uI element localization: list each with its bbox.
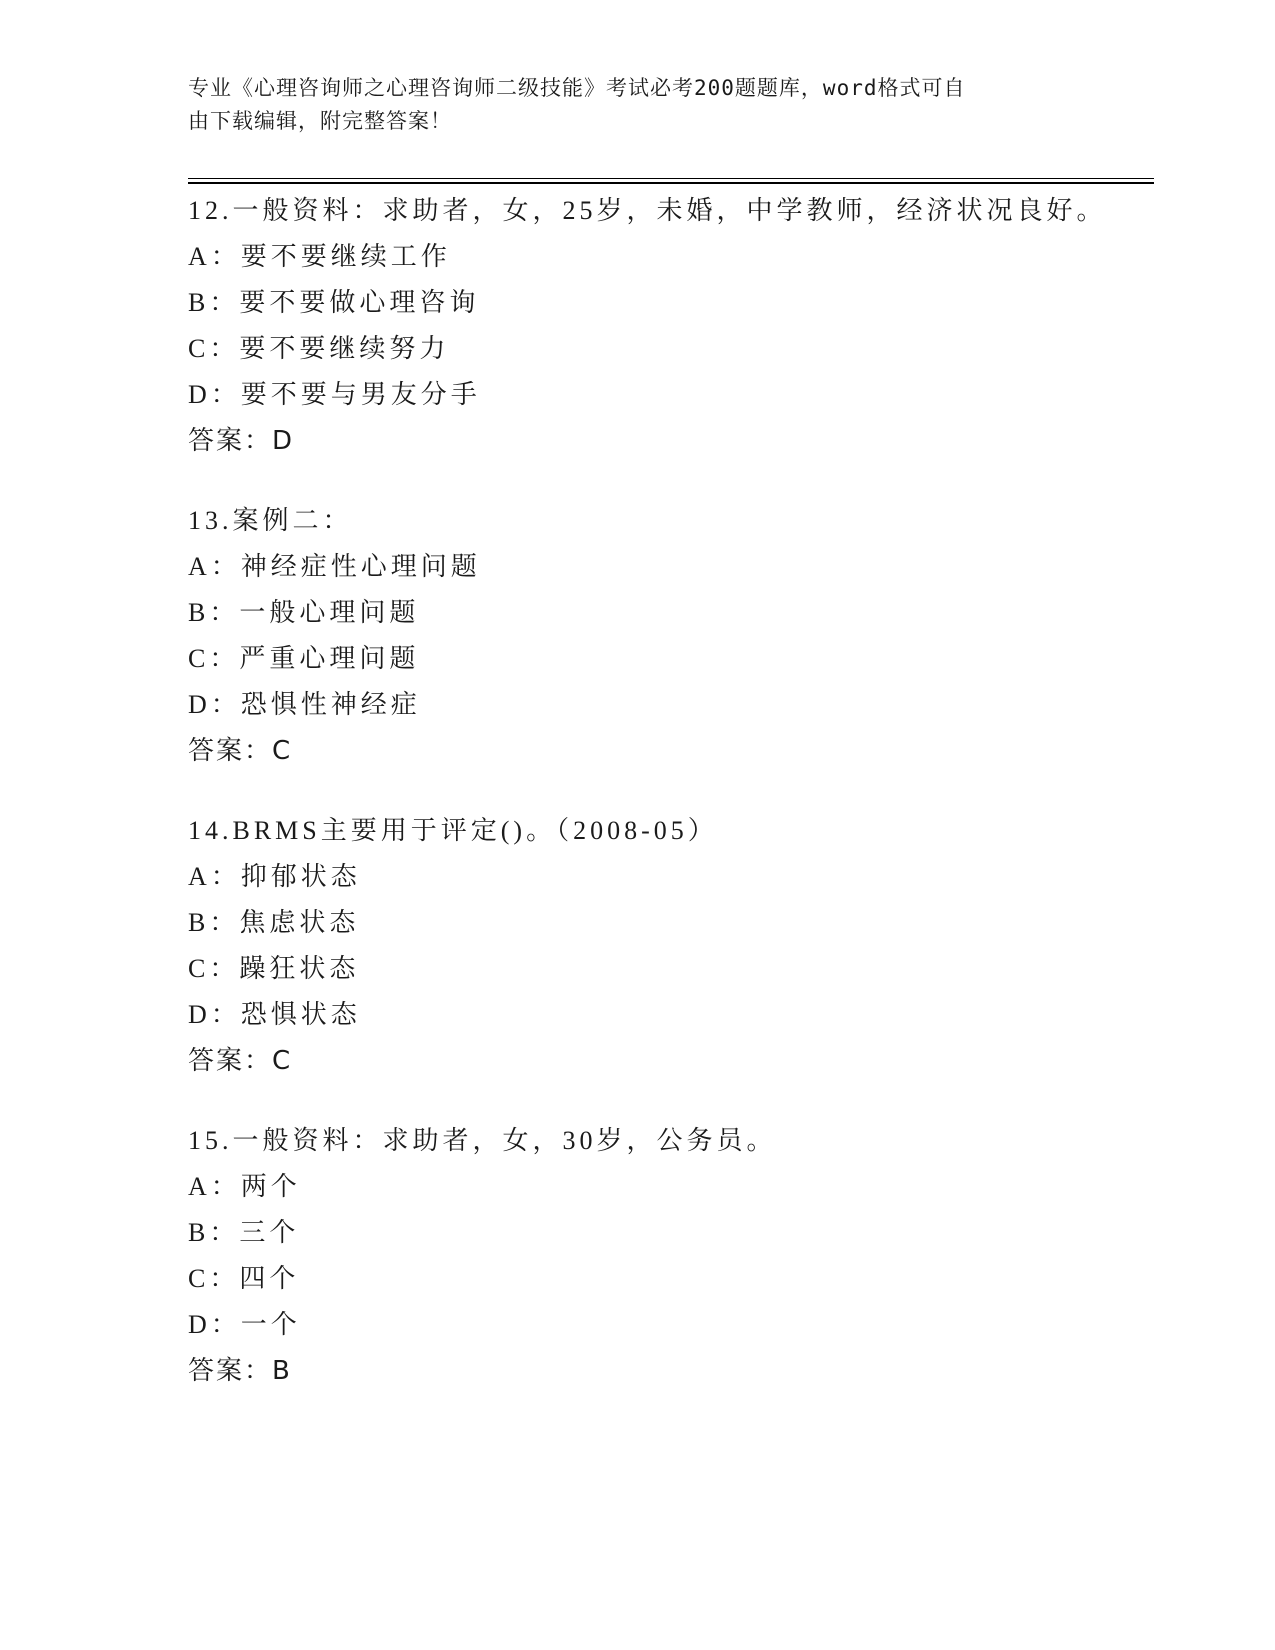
option-d: D：一个 — [188, 1310, 301, 1339]
question-stem: 15.一般资料：求助者，女，30岁，公务员。 — [188, 1126, 777, 1155]
question-list — [188, 188, 1148, 1428]
option-d: D：恐惧状态 — [188, 1000, 361, 1029]
option-b: B：一般心理问题 — [188, 598, 420, 627]
question-14 — [188, 808, 1148, 1084]
question-13 — [188, 498, 1148, 774]
option-d: D：恐惧性神经症 — [188, 690, 421, 719]
question-stem: 14.BRMS主要用于评定()。（2008-05） — [188, 816, 718, 845]
option-c: C：躁狂状态 — [188, 954, 360, 983]
option-a: A：两个 — [188, 1172, 301, 1201]
header-line-1: 专业《心理咨询师之心理咨询师二级技能》考试必考200题题库，word格式可自 — [188, 76, 966, 100]
option-b: B：焦虑状态 — [188, 908, 360, 937]
answer-line: 答案：C — [188, 1046, 293, 1076]
option-d: D：要不要与男友分手 — [188, 380, 481, 409]
header-divider-thin — [188, 178, 1154, 179]
question-stem: 13.案例二： — [188, 506, 353, 535]
question-12 — [188, 188, 1148, 464]
header-line-2: 由下载编辑，附完整答案！ — [188, 109, 452, 133]
option-a: A：神经症性心理问题 — [188, 552, 481, 581]
option-c: C：严重心理问题 — [188, 644, 420, 673]
option-a: A：抑郁状态 — [188, 862, 361, 891]
document-header — [188, 72, 1068, 138]
answer-line: 答案：C — [188, 736, 293, 766]
question-15 — [188, 1118, 1148, 1394]
header-divider-thick — [188, 182, 1154, 184]
option-a: A：要不要继续工作 — [188, 242, 451, 271]
answer-line: 答案：B — [188, 1356, 292, 1386]
option-c: C：四个 — [188, 1264, 300, 1293]
question-stem: 12.一般资料：求助者，女，25岁，未婚，中学教师，经济状况良好。 — [188, 196, 1107, 225]
option-c: C：要不要继续努力 — [188, 334, 450, 363]
answer-line: 答案：D — [188, 426, 295, 456]
option-b: B：三个 — [188, 1218, 300, 1247]
option-b: B：要不要做心理咨询 — [188, 288, 480, 317]
